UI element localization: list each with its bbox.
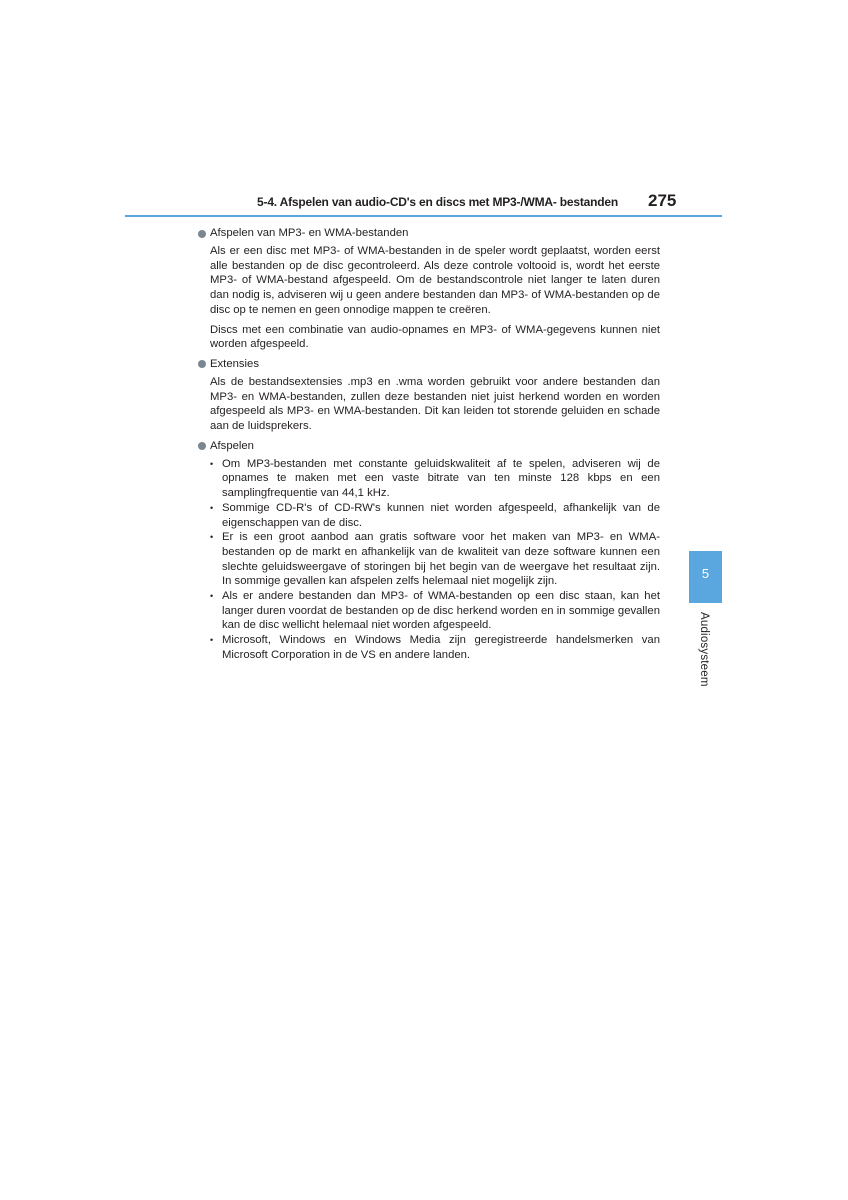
page-number: 275 (648, 191, 677, 210)
list-item: • Om MP3-bestanden met constante geluidskwaliteit af te spelen, adviseren wij de opnames te maken met een vaste bitrate van ten minste 128 kbps en een samplingfrequentie van 44,1 kHz. (210, 457, 660, 501)
chapter-tab: 5 (689, 551, 722, 603)
topic-heading-label: Afspelen (210, 439, 254, 452)
circle-bullet-icon (198, 442, 206, 450)
topic-extensions (198, 357, 660, 434)
list-item: • Er is een groot aanbod aan gratis software voor het maken van MP3- en WMA-bestanden op de markt en afhankelijk van de kwaliteit van deze software kunnen een slechte geluidsweergave of storingen bij het begin van de weergave het resultaat zijn. In sommige gevallen kan afspelen zelfs helemaal niet mogelijk zijn. (210, 530, 660, 589)
topic-heading (198, 439, 660, 454)
topic-heading-label: Extensies (210, 358, 259, 371)
paragraph: Discs met een combinatie van audio-opnames en MP3- of WMA-gegevens kunnen niet worden afgespeeld. (210, 323, 660, 351)
header-rule (125, 215, 722, 217)
section-title: 5-4. Afspelen van audio-CD's en discs met MP3-/WMA- bestanden (257, 195, 618, 209)
paragraph: Als de bestandsextensies .mp3 en .wma worden gebruikt voor andere bestanden dan MP3- en WMA-bestanden, zullen deze bestanden niet juist herkend worden en worden afgespeeld als MP3- en WMA-bestanden. Dit kan leiden tot storende geluiden en schade aan de luidsprekers. (210, 375, 660, 433)
list-item: • Sommige CD-R's of CD-RW's kunnen niet worden afgespeeld, afhankelijk van de eigenschappen van de disc. (210, 501, 660, 530)
topic-body (210, 375, 660, 434)
topic-heading (198, 357, 660, 372)
list-item: • Als er andere bestanden dan MP3- of WMA-bestanden op een disc staan, kan het langer duren voordat de bestanden op de disc herkend worden en in sommige gevallen kan de disc wellicht helemaal niet worden afgespeeld. (210, 589, 660, 633)
topic-body (210, 244, 660, 352)
page-content (198, 226, 660, 663)
list-item: • Microsoft, Windows en Windows Media zijn geregistreerde handelsmerken van Microsoft Corporation in de VS en andere landen. (210, 633, 660, 662)
bullet-list (210, 457, 660, 663)
topic-heading (198, 226, 660, 241)
paragraph: Als er een disc met MP3- of WMA-bestanden in de speler wordt geplaatst, worden eerst alle bestanden op de disc gecontroleerd. Als deze controle voltooid is, wordt het eerste MP3- of WMA-bestand afgespeeld. Om de bestandscontrole niet langer te laten duren dan nodig is, adviseren wij u geen andere bestanden dan MP3- of WMA-bestanden op de disc op te nemen en geen onnodige mappen te creëren. (210, 245, 660, 316)
circle-bullet-icon (198, 230, 206, 238)
topic-heading-label: Afspelen van MP3- en WMA-bestanden (210, 227, 409, 240)
topic-playback (198, 439, 660, 663)
circle-bullet-icon (198, 360, 206, 368)
topic-mp3-wma-playback (198, 226, 660, 352)
chapter-label: Audiosysteem (698, 612, 710, 687)
